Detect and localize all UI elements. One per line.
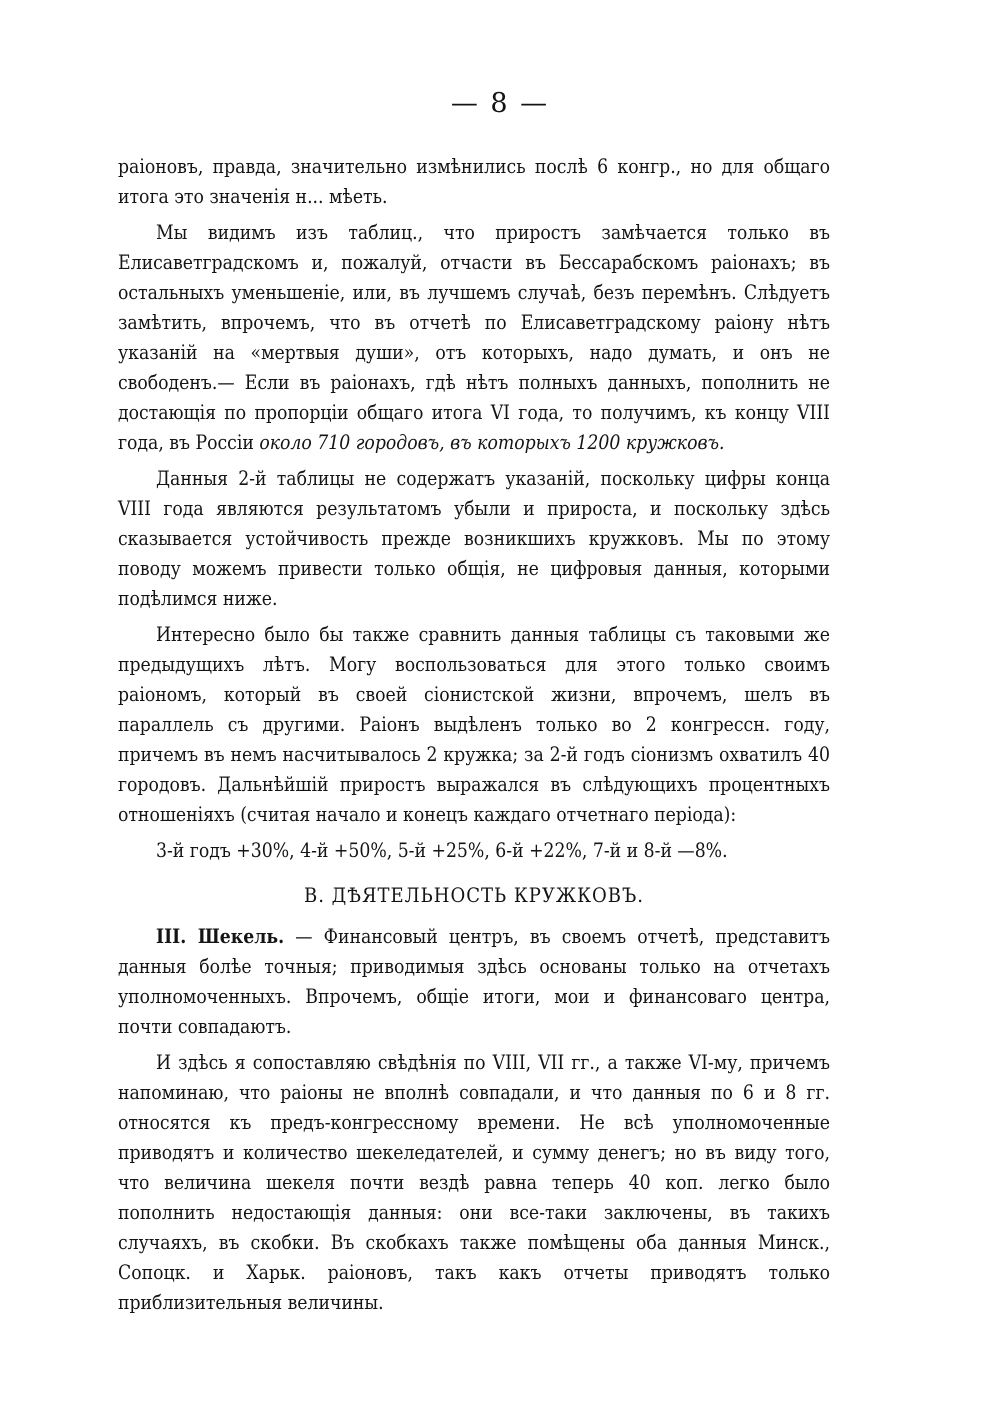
body-text bbox=[118, 152, 830, 1324]
paragraph-3: Данныя 2-й таблицы не содержатъ указаній, поскольку цифры конца VIII года являются результатомъ убыли и прироста, и поскольку здѣсь сказывается устойчивость прежде возникшихъ кружковъ. Мы по этому поводу можемъ привести только общія, не цифровыя данныя, которыми подѣлимся ниже. bbox=[118, 467, 830, 610]
paragraph-6-text: — Финансовый центръ, въ своемъ отчетѣ, представитъ данныя болѣе точныя; приводимыя здѣсь основаны только на отчетахъ уполномоченныхъ. Впрочемъ, общіе итоги, мои и финансоваго центра, почти совпадаютъ. bbox=[118, 925, 830, 1038]
paragraph-2-text: Мы видимъ изъ таблиц., что приростъ замѣчается только въ Елисаветградскомъ и, пожалуй, отчасти въ Бессарабскомъ раіонахъ; въ остальныхъ уменьшеніе, или, въ лучшемъ случаѣ, безъ перемѣнъ. Слѣдуетъ замѣтить, впрочемъ, что въ отчетѣ по Елисаветградскому раіону нѣтъ указаній на «мертвыя души», отъ которыхъ, надо думать, и онъ не свободенъ.— Если въ раіонахъ, гдѣ нѣтъ полныхъ данныхъ, пополнить не достающія по пропорціи общаго итога VI года, то получимъ, къ концу VIII года, въ Россіи bbox=[118, 221, 830, 454]
page-number: — 8 — bbox=[450, 88, 550, 119]
paragraph-6 bbox=[118, 922, 830, 1042]
paragraph-1: раіоновъ, правда, значительно измѣнились послѣ 6 конгр., но для общаго итога это значенія н... мѣеть. bbox=[118, 155, 830, 208]
paragraph-4: Интересно было бы также сравнить данныя таблицы съ таковыми же предыдущихъ лѣтъ. Могу воспользоваться для этого только своимъ раіономъ, который въ своей сіонистской жизни, впрочемъ, шелъ въ параллель съ другими. Раіонъ выдѣленъ только во 2 конгрессн. году, причемъ въ немъ насчитывалось 2 кружка; за 2-й годъ сіонизмъ охватилъ 40 городовъ. Дальнѣйшій приростъ выражался въ слѣдующихъ процентныхъ отношеніяхъ (считая начало и конецъ каждаго отчетнаго періода): bbox=[118, 623, 830, 826]
paragraph-7: И здѣсь я сопоставляю свѣдѣнія по VIII, VII гг., а также VI-му, причемъ напоминаю, что раіоны не вполнѣ совпадали, и что данныя по 6 и 8 гг. относятся къ предъ-конгрессному времени. Не всѣ уполномоченные приводятъ и количество шекеледателей, и сумму денегъ; но въ виду того, что величина шекеля почти вездѣ равна теперь 40 коп. легко было пополнить недостающія данныя: они все-таки заключены, въ такихъ случаяхъ, въ скобки. Въ скобкахъ также помѣщены оба данныя Минск., Сопоцк. и Харьк. раіоновъ, такъ какъ отчеты приводятъ только приблизительныя величины. bbox=[118, 1051, 830, 1314]
paragraph-2-italic: около 710 городовъ, въ которыхъ 1200 кружковъ. bbox=[259, 431, 725, 454]
paragraph-2 bbox=[118, 218, 830, 458]
paragraph-5-percentages: 3-й годъ +30%, 4-й +50%, 5-й +25%, 6-й +22%, 7-й и 8-й —8%. bbox=[156, 839, 728, 862]
section-heading: В. ДѢЯТЕЛЬНОСТЬ КРУЖКОВЪ. bbox=[303, 883, 645, 907]
paragraph-6-title: III. Шекель. bbox=[156, 925, 285, 948]
